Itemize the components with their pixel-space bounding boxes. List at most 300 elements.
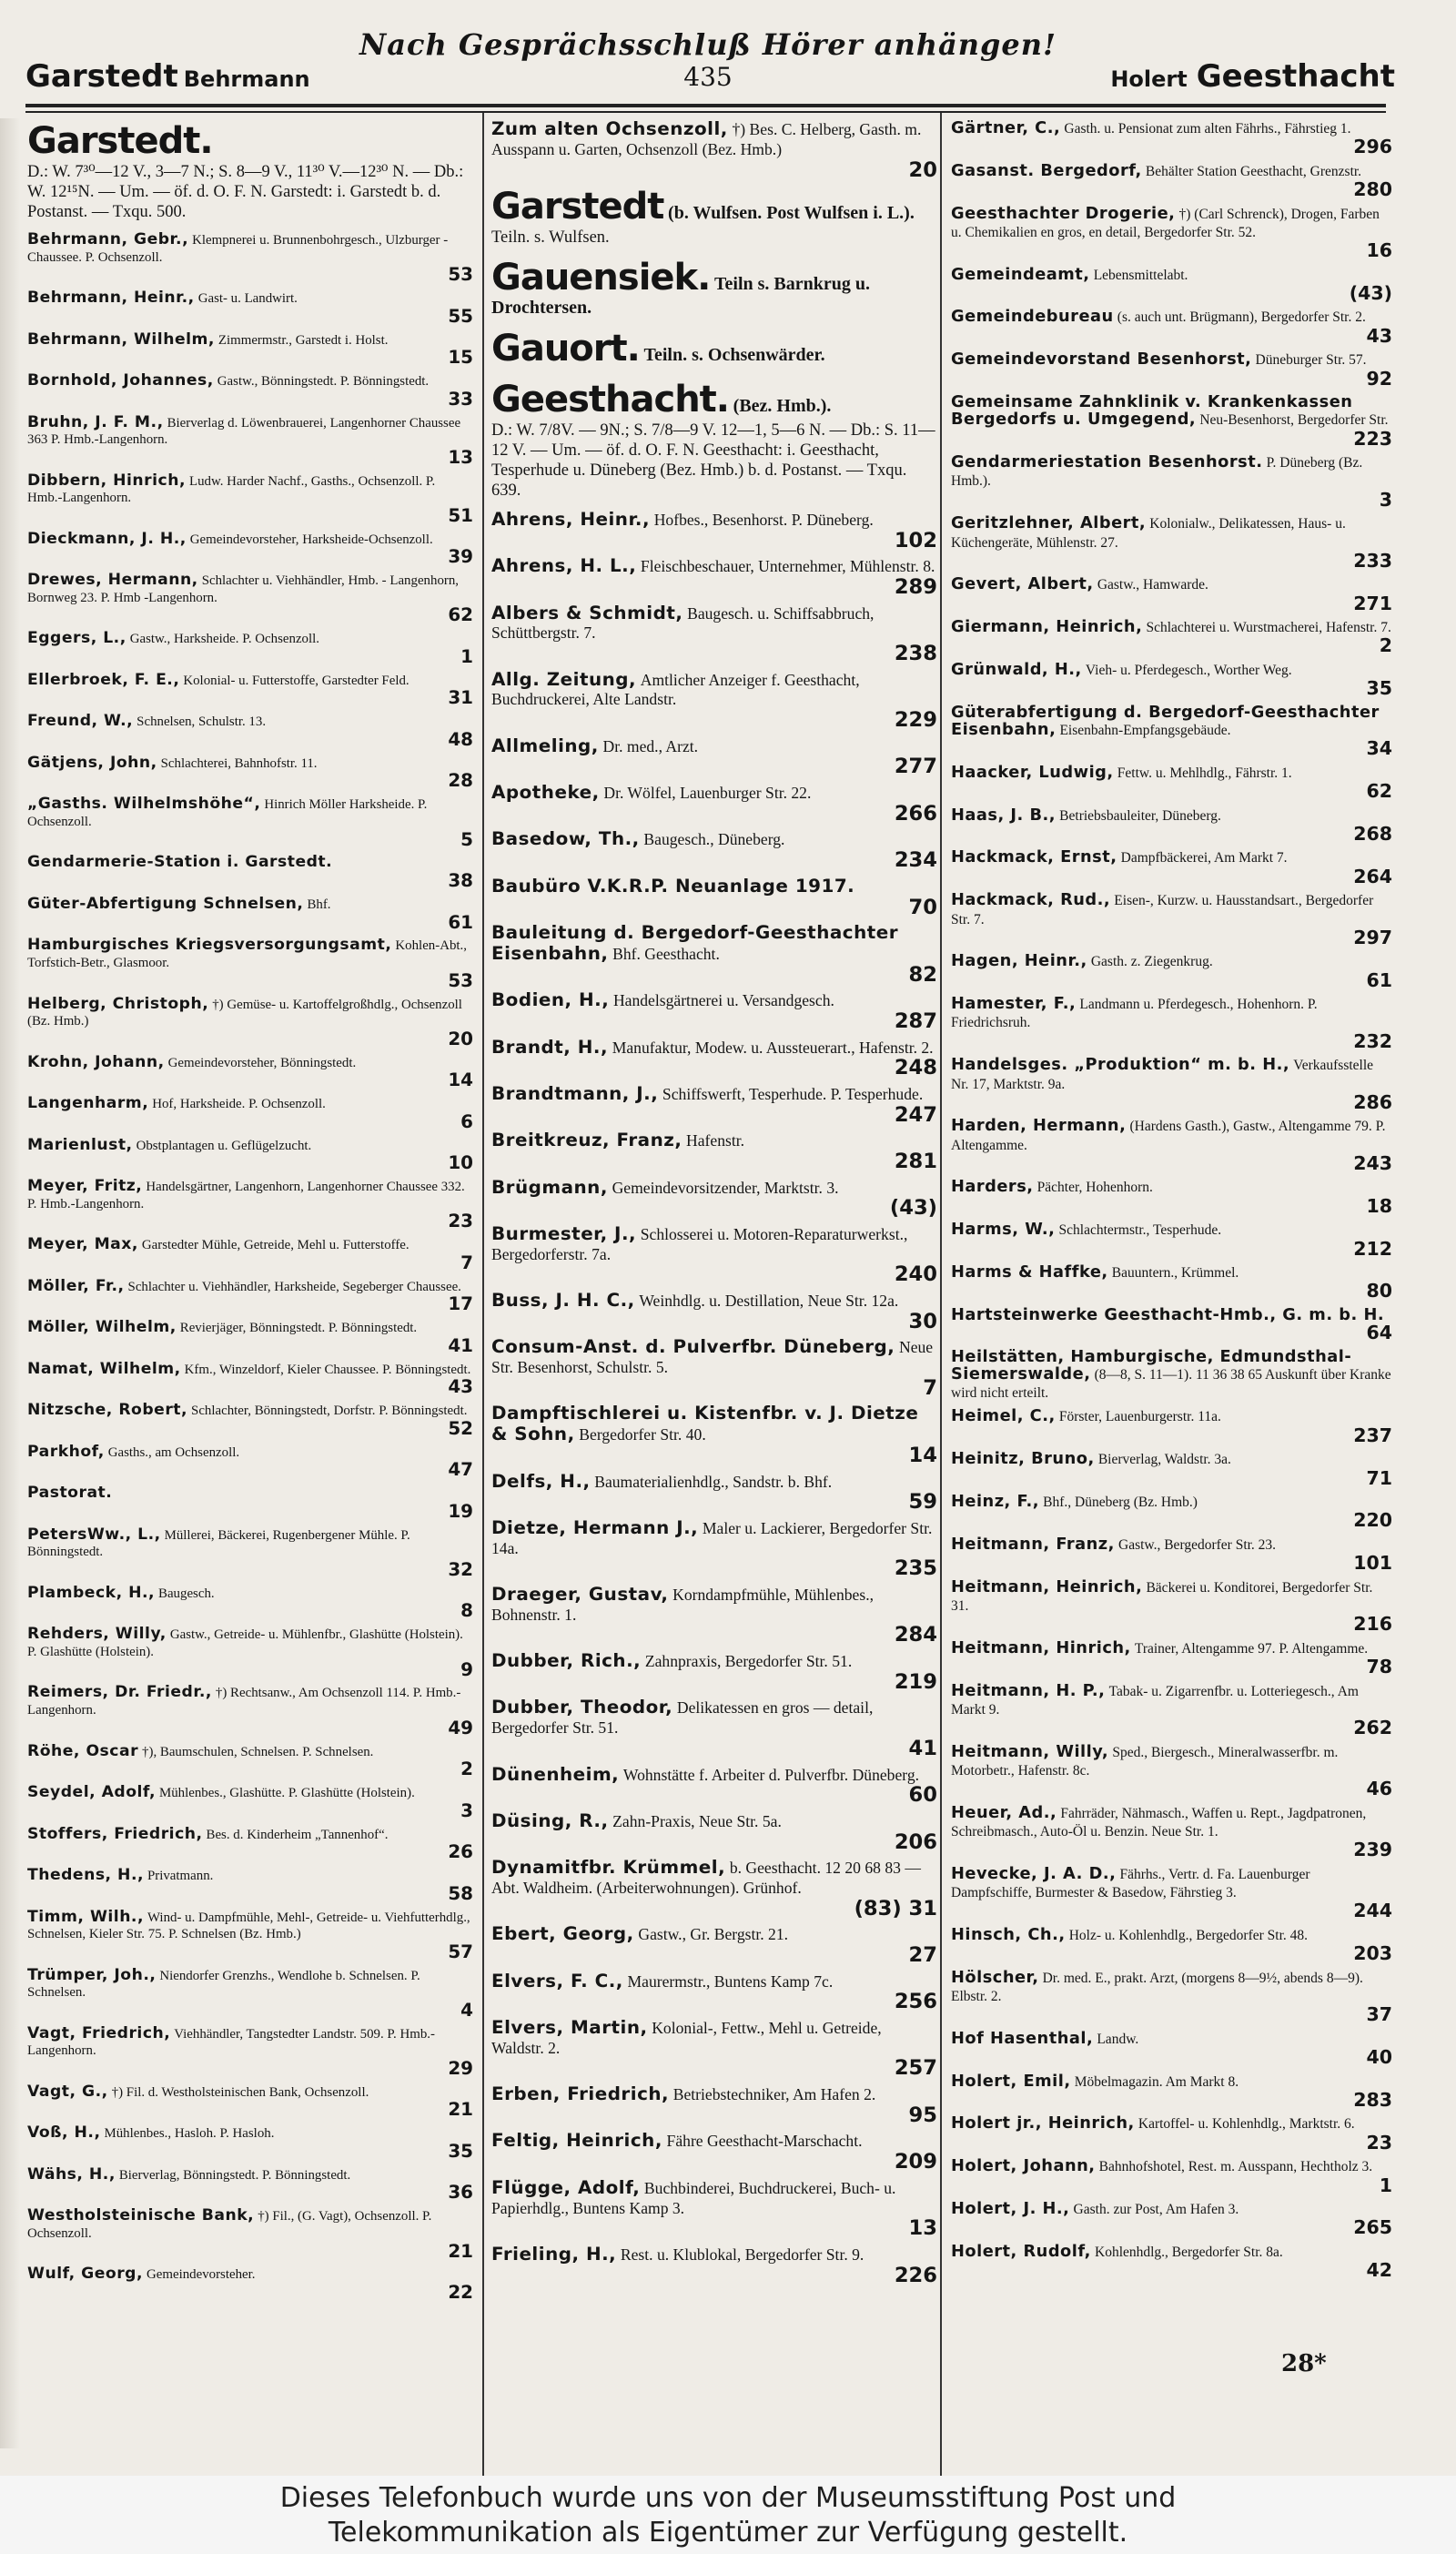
phone-number: 4: [460, 1999, 473, 2021]
listing-entry: [951, 1056, 1392, 1111]
copyright-footer: [0, 2476, 1456, 2554]
subscriber-details: Schiffswerft, Tesperhude. P. Tesperhude.: [662, 1084, 924, 1103]
subscriber-name: Hof Hasenthal,: [951, 2028, 1094, 2048]
phone-number: 57: [448, 1941, 473, 1962]
listing-entry: [491, 1038, 937, 1079]
listing-entry: [491, 990, 937, 1031]
listing-entry: [27, 713, 473, 749]
listing-entry: [951, 1493, 1392, 1530]
subscriber-details: Baugesch.: [158, 1586, 215, 1601]
subscriber-name: Langenharm,: [27, 1094, 149, 1113]
listing-entry: [491, 1765, 937, 1806]
subscriber-name: Dibbern, Hinrich,: [27, 471, 186, 490]
subscriber-name: Drewes, Hermann,: [27, 571, 198, 590]
subscriber-details: Möbelmagazin. Am Markt 8.: [1074, 2073, 1239, 2090]
subscriber-name: Harden, Hermann,: [951, 1116, 1127, 1136]
subscriber-name: Heitmann, Heinrich,: [951, 1576, 1143, 1596]
phone-number: 36: [448, 2182, 473, 2204]
listing-entry: [951, 891, 1392, 947]
subscriber-name: Rehders, Willy,: [27, 1625, 167, 1644]
subscriber-name: Harders,: [951, 1177, 1034, 1197]
subscriber-name: Dieckmann, J. H.,: [27, 529, 187, 548]
subscriber-name: Haas, J. B.,: [951, 805, 1057, 825]
subscriber-name: Apotheke,: [491, 782, 600, 804]
subscriber-details: Weinhdlg. u. Destillation, Neue Str. 12a.: [639, 1292, 899, 1310]
place-line: [491, 257, 937, 319]
listing-entry: [951, 1804, 1392, 1860]
phone-number: 61: [448, 911, 473, 933]
subscriber-details: Schlosserei u. Motoren-Reparaturwerkst., Bergedorferstr. 7a.: [491, 1224, 908, 1263]
subscriber-name: Bruhn, J. F. M.,: [27, 412, 164, 431]
phone-number: 23: [448, 1211, 473, 1232]
phone-number: 206: [894, 1829, 937, 1854]
listing-entry: [27, 1236, 473, 1272]
listing-entry: [951, 266, 1392, 303]
phone-number: 1: [1379, 2174, 1392, 2196]
phone-number: 51: [448, 504, 473, 526]
phone-number: 16: [1366, 239, 1392, 262]
phone-number: 27: [908, 1943, 937, 1968]
subscriber-name: Gemeindevorstand Besenhorst,: [951, 350, 1252, 370]
header-rule-thin: [25, 111, 1386, 113]
listing-entry: [27, 2083, 473, 2120]
subscriber-name: Ebert, Georg,: [491, 1923, 634, 1945]
listing-entry: [27, 331, 473, 368]
listing-entry: [951, 2243, 1392, 2280]
phone-number: 7: [923, 1375, 937, 1400]
listing-entry: [951, 2114, 1392, 2152]
subscriber-details: Dr. med. E., prakt. Arzt, (morgens 8—9½, abends 8—9). Elbstr. 2.: [951, 1970, 1363, 2005]
subscriber-details: Gastw., Getreide- u. Mühlenfbr., Glashütte (Holstein). P. Glashütte (Holstein).: [27, 1627, 463, 1659]
phone-number: 78: [1366, 1656, 1392, 1678]
listing-entry: [951, 848, 1392, 886]
place-note: Teiln s. Barnkrug u. Drochtersen.: [491, 274, 871, 319]
phone-number: 2: [1379, 634, 1392, 657]
subscriber-name: Plambeck, H.,: [27, 1583, 156, 1602]
listing-entry: [27, 1585, 473, 1621]
subscriber-details: Gasth. z. Ziegenkrug.: [1090, 954, 1213, 970]
listing-entry: [951, 1450, 1392, 1487]
listing-entry: [951, 1221, 1392, 1258]
subscriber-details: Revierjäger, Bönningstedt. P. Bönningstedt.: [179, 1321, 418, 1336]
subscriber-name: Möller, Wilhelm,: [27, 1318, 177, 1337]
phone-number: 277: [894, 755, 937, 779]
subscriber-name: Ahrens, H. L.,: [491, 555, 637, 577]
listing-entry: [491, 556, 937, 597]
place-name: Gauensiek.: [491, 257, 711, 299]
phone-number: 229: [894, 708, 937, 733]
phone-number: (43): [889, 1196, 937, 1221]
subscriber-details: Dampfbäckerei, Am Markt 7.: [1120, 850, 1288, 867]
listing-entry: [491, 603, 937, 664]
subscriber-name: Holert, J. H.,: [951, 2199, 1070, 2219]
phone-number: 28: [448, 770, 473, 792]
listing-entry: [27, 372, 473, 409]
page-edge: [0, 118, 20, 2448]
subscriber-name: Namat, Wilhelm,: [27, 1359, 181, 1378]
subscriber-details: Hafenstr.: [686, 1131, 745, 1150]
subscriber-name: Heuer, Ad.,: [951, 1802, 1057, 1822]
subscriber-details: †) Rechtsanw., Am Ochsenzoll 114. P. Hmb.-Langenhorn.: [27, 1686, 461, 1718]
subscriber-details: (Hardens Gasth.), Gastw., Altengamme 79. P. Altengamme.: [951, 1119, 1386, 1153]
subscriber-name: Gevert, Albert,: [951, 574, 1094, 594]
subscriber-details: Gast- u. Landwirt.: [197, 291, 298, 307]
listing-entry: [27, 854, 473, 890]
subscriber-details: Handelsgärtner, Langenhorn, Langenhorner Chaussee 332. P. Hmb.-Langenhorn.: [27, 1180, 465, 1211]
subscriber-details: Kohlenhdlg., Bergedorfer Str. 8a.: [1095, 2244, 1283, 2260]
column-divider: [482, 113, 484, 2479]
subscriber-name: Dynamitfbr. Krümmel,: [491, 1857, 726, 1879]
listing-entry: [491, 1811, 937, 1852]
listing-entry: [27, 414, 473, 467]
listing-entry: [27, 1485, 473, 1521]
subscriber-details: b. Geesthacht. 12 20 68 83 — Abt. Waldheim. (Arbeiterwohnungen). Grünhof.: [491, 1859, 921, 1897]
subscriber-name: Behrmann, Wilhelm,: [27, 329, 215, 349]
phone-number: 5: [460, 828, 473, 850]
subscriber-name: „Gasths. Wilhelmshöhe“,: [27, 795, 261, 814]
place-note: (b. Wulfsen. Post Wulfsen i. L.).: [668, 203, 915, 224]
listing-entry: [27, 1626, 473, 1678]
listing-entry: [27, 2166, 473, 2203]
listing-entry: [27, 289, 473, 326]
subscriber-details: Mühlenbes., Hasloh. P. Hasloh.: [104, 2126, 275, 2142]
phone-number: 43: [1366, 324, 1392, 347]
subscriber-name: PetersWw., L.,: [27, 1525, 161, 1544]
phone-number: 62: [448, 604, 473, 626]
place-line: [491, 186, 937, 228]
subscriber-details: Fleischbeschauer, Unternehmer, Mühlenstr. 8.: [640, 557, 935, 576]
listing-entry: [951, 1926, 1392, 1963]
phone-number: 31: [448, 687, 473, 709]
subscriber-name: Grünwald, H.,: [951, 659, 1082, 679]
subscriber-details: Tabak- u. Zigarrenfbr. u. Lotteriegesch., Am Markt 9.: [951, 1683, 1359, 1718]
subscriber-details: Bierverlag, Waldstr. 3a.: [1097, 1452, 1231, 1468]
phone-number: 55: [448, 305, 473, 327]
phone-number: (43): [1349, 281, 1392, 304]
phone-number: 101: [1353, 1552, 1392, 1575]
phone-number: 29: [448, 2057, 473, 2079]
place-name: Garstedt: [491, 186, 664, 228]
phone-number: 41: [448, 1334, 473, 1356]
phone-number: 49: [448, 1717, 473, 1738]
phone-number: 220: [1353, 1509, 1392, 1532]
listing-entry: [27, 1402, 473, 1438]
phone-number: 216: [1353, 1613, 1392, 1636]
place-name: Geesthacht.: [491, 378, 729, 421]
phone-number: 80: [1366, 1280, 1392, 1302]
listing-entry: [491, 2245, 937, 2285]
listing-entry: [27, 2265, 473, 2302]
listing-entry: [27, 2207, 473, 2260]
subscriber-details: P. Düneberg (Bz. Hmb.).: [951, 455, 1363, 490]
phone-number: 3: [460, 1799, 473, 1821]
subscriber-details: Bergedorfer Str. 40.: [579, 1425, 706, 1444]
subscriber-name: Gemeindeamt,: [951, 264, 1090, 284]
listing-entry: [27, 572, 473, 624]
subscriber-name: Burmester, J.,: [491, 1222, 637, 1244]
subscriber-details: Wohnstätte f. Arbeiter d. Pulverfbr. Düneberg.: [622, 1765, 920, 1784]
place-header: [27, 120, 473, 222]
listing-entry: [27, 1095, 473, 1131]
subscriber-name: Westholsteinische Bank,: [27, 2206, 255, 2225]
subscriber-details: Wind- u. Dampfmühle, Mehl-, Getreide- u. Viehfutterhdlg., Schnelsen, Kieler Str. 75. P. Schnelsen (Bz. Hmb.): [27, 1910, 470, 1942]
listing-entry: [951, 393, 1392, 448]
subscriber-name: Brandtmann, J.,: [491, 1082, 659, 1104]
subscriber-name: Trümper, Joh.,: [27, 1965, 157, 1984]
listing-entry: [491, 1224, 937, 1285]
subscriber-details: Baugesch. u. Schiffsabbruch, Schüttbergstr. 7.: [491, 603, 875, 643]
subscriber-name: Meyer, Fritz,: [27, 1177, 143, 1196]
subscriber-name: Gendarmeriestation Besenhorst.: [951, 452, 1263, 472]
subscriber-details: Neu-Besenhorst, Bergedorfer Str.: [1199, 412, 1389, 429]
listing-entry: [491, 783, 937, 824]
subscriber-name: Harms, W.,: [951, 1220, 1056, 1240]
listing-entry: [27, 1278, 473, 1314]
subscriber-name: Röhe, Oscar: [27, 1741, 139, 1760]
subscriber-details: Gemeindevorsteher, Bönningstedt.: [167, 1055, 357, 1070]
subscriber-name: Ellerbroek, F. E.,: [27, 670, 180, 689]
phone-number: 235: [894, 1556, 937, 1581]
phone-number: 15: [448, 347, 473, 369]
subscriber-name: Ahrens, Heinr.,: [491, 508, 651, 530]
subscriber-details: Bhf. Geesthacht.: [612, 944, 720, 963]
column-divider: [940, 113, 942, 2479]
subscriber-details: Gastw., Bönningstedt. P. Bönningstedt.: [217, 374, 430, 390]
phone-number: 20: [448, 1028, 473, 1049]
listing-entry: [27, 630, 473, 666]
subscriber-name: Hevecke, J. A. D.,: [951, 1863, 1117, 1883]
subscriber-details: Mühlenbes., Glashütte. P. Glashütte (Holstein).: [158, 1786, 415, 1801]
listing-entry: [491, 1130, 937, 1171]
listing-entry: [951, 2200, 1392, 2237]
phone-number: 247: [894, 1102, 937, 1127]
subscriber-name: Hölscher,: [951, 1967, 1039, 1987]
subscriber-name: Heitmann, Hinrich,: [951, 1637, 1131, 1657]
phone-number: 10: [448, 1152, 473, 1174]
listing-entry: [27, 896, 473, 932]
phone-number: 248: [894, 1056, 937, 1080]
listing-entry: [27, 2124, 473, 2161]
subscriber-details: Korndampfmühle, Mühlenbes., Bohnenstr. 1.: [491, 1585, 874, 1624]
subscriber-name: Allg. Zeitung,: [491, 668, 637, 690]
subscriber-details: Manufaktur, Modew. u. Aussteuerart., Hafenstr. 2.: [612, 1038, 934, 1057]
header-left-name: Behrmann: [183, 66, 310, 92]
listing-entry: [27, 1867, 473, 1903]
subscriber-name: Krohn, Johann,: [27, 1052, 165, 1071]
listing-entry: [491, 1472, 937, 1513]
listing-entry: [491, 736, 937, 777]
phone-number: 14: [908, 1443, 937, 1467]
subscriber-name: Heitmann, H. P.,: [951, 1680, 1106, 1700]
place-note: Teiln. s. Ochsenwärder.: [643, 344, 825, 365]
subscriber-name: Düsing, R.,: [491, 1809, 609, 1831]
listing-entry: [27, 1054, 473, 1090]
subscriber-name: Harms & Haffke,: [951, 1262, 1108, 1282]
phone-number: 297: [1353, 926, 1392, 948]
listing-entry: [491, 1084, 937, 1125]
phone-number: 47: [448, 1459, 473, 1481]
page-footer-number: 28*: [1281, 2350, 1327, 2377]
subscriber-name: Heimel, C.,: [951, 1406, 1056, 1426]
subscriber-name: Hartsteinwerke Geesthacht-Hmb., G. m. b. H.: [951, 1304, 1385, 1324]
subscriber-name: Helberg, Christoph,: [27, 994, 209, 1013]
listing-entry: [27, 1909, 473, 1961]
subscriber-name: Gemeindebureau: [951, 307, 1114, 327]
subscriber-details: Obstplantagen u. Geflügelzucht.: [136, 1138, 312, 1153]
listing-entry: [951, 308, 1392, 345]
place-header: [491, 328, 937, 370]
subscriber-name: Draeger, Gustav,: [491, 1583, 669, 1605]
subscriber-details: Holz- u. Kohlenhdlg., Bergedorfer Str. 48.: [1068, 1927, 1309, 1943]
subscriber-details: Buchbinderei, Buchdruckerei, Buch- u. Papierhdlg., Buntens Kamp 3.: [491, 2178, 896, 2217]
subscriber-details: Kolonial-, Fettw., Mehl u. Getreide, Waldstr. 2.: [491, 2018, 882, 2057]
listing-entry: [491, 1178, 937, 1219]
subscriber-details: Bierverlag d. Löwenbrauerei, Langenhorner Chaussee 363 P. Hmb.-Langenhorn.: [27, 415, 461, 448]
subscriber-details: Fettw. u. Mehlhdlg., Fährstr. 1.: [1117, 765, 1292, 781]
subscriber-details: Rest. u. Klublokal, Bergedorfer Str. 9.: [620, 2245, 864, 2264]
subscriber-details: Eisenbahn-Empfangsgebäude.: [1059, 723, 1231, 739]
listing-entry: [27, 672, 473, 708]
subscriber-details: Zahnpraxis, Bergedorfer Str. 51.: [644, 1652, 853, 1671]
subscriber-details: Viehhändler, Tangstedter Landstr. 509. P. Hmb.-Langenhorn.: [27, 2026, 435, 2059]
listing-entry: [951, 1348, 1392, 1403]
listing-entry: [27, 1178, 473, 1231]
listing-entry: [951, 661, 1392, 698]
listing-entry: [491, 670, 937, 731]
phone-number: 203: [1353, 1942, 1392, 1965]
subscriber-name: Holert jr., Heinrich,: [951, 2113, 1135, 2133]
subscriber-details: Bhf., Düneberg (Bz. Hmb.): [1043, 1495, 1198, 1511]
subscriber-details: Baugesch., Düneberg.: [643, 830, 785, 849]
subscriber-details: Landmann u. Pferdegesch., Hohenhorn. P. Friedrichsruh.: [951, 997, 1318, 1031]
subscriber-name: Geesthachter Drogerie,: [951, 203, 1176, 223]
listing-entry: [27, 937, 473, 989]
phone-number: 280: [1353, 178, 1392, 201]
listing-entry: [27, 1826, 473, 1862]
listing-entry: [951, 1743, 1392, 1799]
subscriber-name: Buss, J. H. C.,: [491, 1290, 635, 1311]
phone-number: 239: [1353, 1839, 1392, 1861]
phone-number: 18: [1366, 1194, 1392, 1217]
listing-entry: [951, 453, 1392, 509]
subscriber-name: Geritzlehner, Albert,: [951, 513, 1147, 533]
listing-entry: [951, 1865, 1392, 1921]
footer-line-2: Telekommunikation als Eigentümer zur Verfügung gestellt.: [328, 2517, 1128, 2549]
subscriber-details: Gastw., Bergedorfer Str. 23.: [1118, 1536, 1277, 1553]
phone-number: 237: [1353, 1424, 1392, 1446]
phone-number: 296: [1353, 136, 1392, 158]
phone-number: 22: [448, 2282, 473, 2303]
subscriber-details: Amtlicher Anzeiger f. Geesthacht, Buchdruckerei, Alte Landstr.: [491, 670, 860, 709]
header-left-place: Garstedt: [25, 58, 178, 95]
phone-number: 34: [1366, 737, 1392, 760]
phone-number: 244: [1353, 1900, 1392, 1922]
subscriber-details: Niendorfer Grenzhs., Wendlohe b. Schnelsen. P. Schnelsen.: [27, 1968, 420, 2001]
phone-number: 71: [1366, 1466, 1392, 1489]
phone-number: 53: [448, 264, 473, 286]
subscriber-name: Giermann, Heinrich,: [951, 617, 1143, 637]
subscriber-name: Consum-Anst. d. Pulverfbr. Düneberg,: [491, 1336, 895, 1358]
subscriber-name: Hinsch, Ch.,: [951, 1924, 1066, 1944]
listing-entry: [951, 806, 1392, 844]
phone-number: 37: [1366, 2003, 1392, 2026]
phone-number: 32: [448, 1558, 473, 1580]
listing-entry: [27, 231, 473, 284]
phone-number: 35: [1366, 677, 1392, 700]
subscriber-details: †) (Carl Schrenck), Drogen, Farben u. Chemikalien en gros, en detail, Bergedorfer Str. 52.: [951, 206, 1380, 240]
subscriber-details: Privatmann.: [147, 1869, 214, 1884]
subscriber-details: †) Fil. d. Westholsteinischen Bank, Ochsenzoll.: [111, 2084, 369, 2100]
slogan: Nach Gesprächsschluß Hörer anhängen!: [359, 27, 1057, 62]
listing-entry: [491, 1518, 937, 1579]
phone-number: 233: [1353, 549, 1392, 572]
subscriber-details: Hofbes., Besenhorst. P. Düneberg.: [653, 510, 874, 529]
phone-number: 82: [908, 962, 937, 987]
subscriber-name: Elvers, Martin,: [491, 2016, 648, 2038]
phone-number: 13: [448, 446, 473, 468]
phone-number: 46: [1366, 1778, 1392, 1800]
listing-entry: [951, 1117, 1392, 1172]
listing-entry: [491, 2084, 937, 2125]
phone-number: 283: [1353, 2088, 1392, 2111]
phone-number: 289: [894, 574, 937, 599]
subscriber-details: Kolonialw., Delikatessen, Haus- u. Küchengeräte, Mühlenstr. 27.: [951, 516, 1346, 551]
subscriber-details: Hinrich Möller Harksheide. P. Ochsenzoll.: [27, 797, 428, 829]
subscriber-name: Bornhold, Johannes,: [27, 371, 214, 390]
subscriber-details: Kolonial- u. Futterstoffe, Garstedter Feld.: [183, 673, 410, 688]
subscriber-details: Düneburger Str. 57.: [1255, 352, 1367, 369]
phone-number: 39: [448, 546, 473, 568]
listing-entry: [951, 995, 1392, 1050]
subscriber-name: Delfs, H.,: [491, 1470, 591, 1492]
listing-entry: [951, 1969, 1392, 2024]
phone-number: 226: [894, 2263, 937, 2287]
listing-entry: [491, 2178, 937, 2239]
phone-number: 14: [448, 1069, 473, 1091]
place-header: [491, 379, 937, 501]
subscriber-details: Landw.: [1097, 2031, 1139, 2047]
phone-number: 212: [1353, 1237, 1392, 1260]
listing-entry: [951, 2073, 1392, 2110]
listing-entry: [27, 755, 473, 791]
phone-number: 102: [894, 528, 937, 552]
listing-entry: [27, 1137, 473, 1173]
subscriber-name: Hamester, F.,: [951, 994, 1077, 1014]
subscriber-details: Bhf.: [307, 897, 331, 912]
listing-entry: [27, 1784, 473, 1820]
subscriber-details: Behälter Station Geesthacht, Grenzstr.: [1145, 163, 1362, 179]
subscriber-details: Vieh- u. Pferdegesch., Worther Weg.: [1085, 662, 1292, 678]
subscriber-name: Bodien, H.,: [491, 989, 610, 1011]
subscriber-name: Dubber, Theodor,: [491, 1697, 673, 1718]
listing-entry: [951, 704, 1392, 758]
subscriber-name: Baubüro V.K.R.P. Neuanlage 1917.: [491, 875, 855, 897]
header-right-name: Holert: [1110, 66, 1188, 92]
listing-entry: [951, 350, 1392, 388]
phone-number: 7: [460, 1252, 473, 1273]
subscriber-details: Schlachter, Bönningstedt, Dorfstr. P. Bönningstedt.: [191, 1404, 468, 1419]
subscriber-name: Breitkreuz, Franz,: [491, 1130, 682, 1151]
place-line: [491, 328, 937, 370]
subscriber-name: Heitmann, Franz,: [951, 1534, 1115, 1554]
subscriber-name: Wähs, H.,: [27, 2164, 116, 2184]
phone-number: 6: [460, 1110, 473, 1132]
subscriber-details: Neue Str. Besenhorst, Schulstr. 5.: [491, 1338, 934, 1377]
subscriber-name: Basedow, Th.,: [491, 828, 640, 850]
subscriber-details: Bäckerei u. Konditorei, Bergedorfer Str. 31.: [951, 1579, 1373, 1614]
subscriber-details: Gemeindevorsteher, Harksheide-Ochsenzoll.: [189, 532, 433, 547]
listing-entry: [27, 1526, 473, 1579]
